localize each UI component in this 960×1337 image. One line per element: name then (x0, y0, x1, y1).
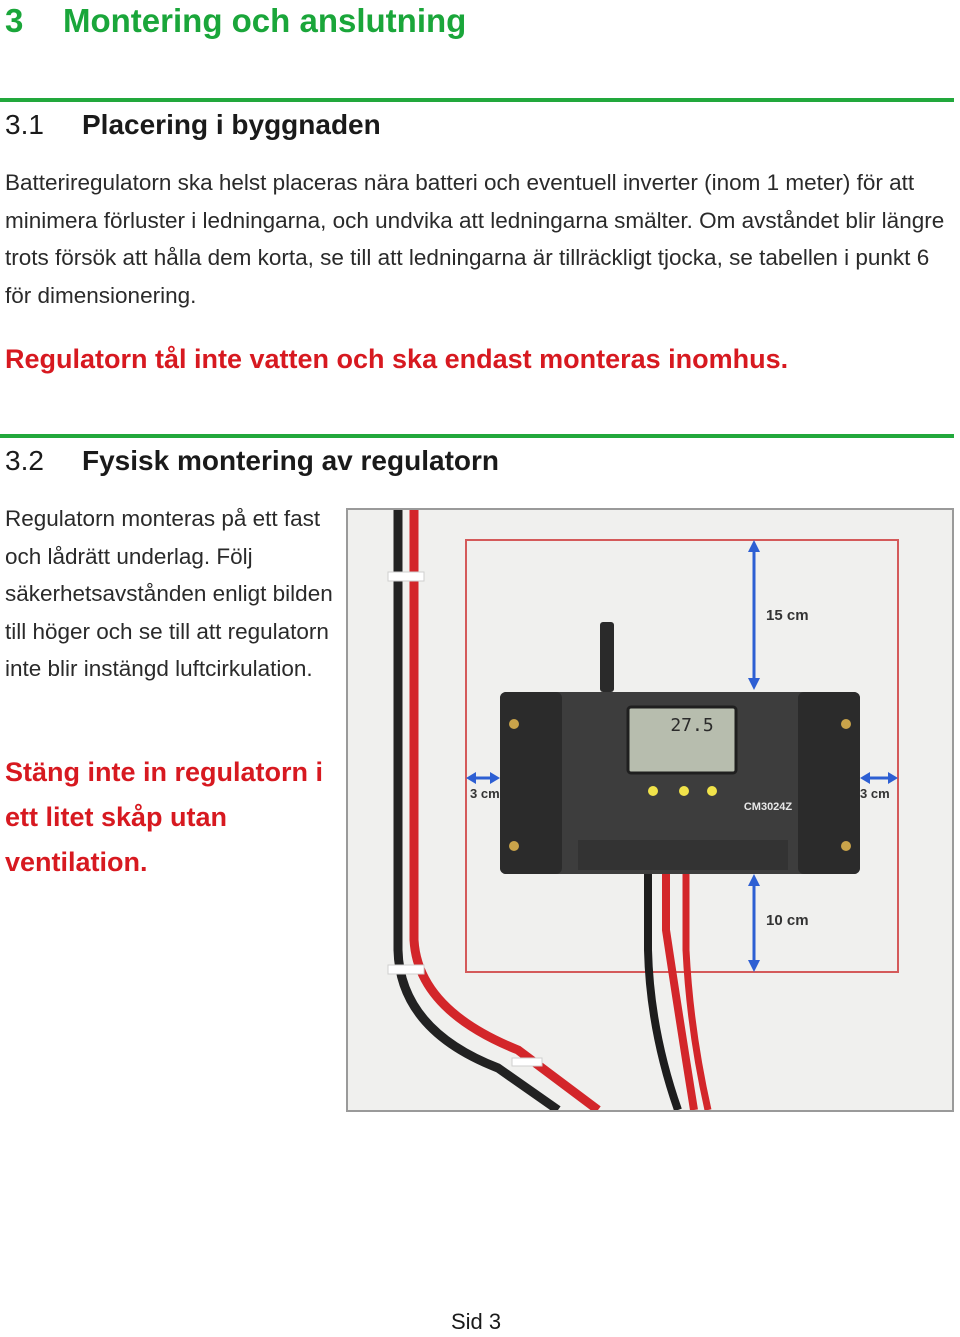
clearance-label-top: 15 cm (766, 607, 809, 624)
section-title: Montering och anslutning (63, 2, 467, 39)
cable-clip-2 (388, 965, 424, 974)
subsection-title: Placering i byggnaden (82, 109, 381, 140)
mounting-screw (841, 719, 851, 729)
placement-paragraph: Batteriregulatorn ska helst placeras nära batteri och eventuell inverter (inom 1 meter) för att minimera förluster i ledningarna, och undvika att ledningarna smälter. Om avståndet blir längre trots försök att hålla dem korta, se till att ledningarna är tillräckligt tjocka, se tabellen i punkt 6 för dimensionering. (5, 170, 945, 308)
terminal-strip (578, 840, 788, 870)
status-led (707, 786, 717, 796)
indoor-warning: Regulatorn tål inte vatten och ska endast monteras inomhus. (5, 344, 789, 374)
mounting-photo (346, 508, 954, 1112)
mounting-screw (841, 841, 851, 851)
mounting-screw (509, 719, 519, 729)
status-led (679, 786, 689, 796)
lcd-readout: 27.5 (670, 715, 714, 736)
subsection-title: Fysisk montering av regulatorn (82, 445, 499, 476)
cable-clip-1 (388, 572, 424, 581)
subsection-number: 3.1 (5, 109, 44, 140)
status-led (648, 786, 658, 796)
section-divider-1 (0, 98, 954, 102)
clearance-label-right: 3 cm (860, 786, 890, 801)
subsection-number: 3.2 (5, 445, 44, 476)
ventilation-warning: Stäng inte in regulatorn i ett litet skåp utan ventilation. (5, 757, 324, 877)
page-number: Sid 3 (451, 1309, 502, 1334)
section-heading (5, 2, 466, 40)
device-model-label: CM3024Z (743, 801, 793, 813)
mounting-illustration (348, 510, 952, 1110)
mounting-paragraph: Regulatorn monteras på ett fast och lådrätt underlag. Följ säkerhetsavstånden enligt bilden till höger och se till att regulatorn inte blir instängd luftcirkulation. (5, 506, 333, 681)
clearance-label-bottom: 10 cm (766, 912, 809, 929)
subsection-heading-3-2 (5, 445, 499, 477)
cable-clip-3 (512, 1058, 542, 1066)
sensor-probe (600, 622, 614, 692)
section-number: 3 (5, 2, 24, 39)
mounting-screw (509, 841, 519, 851)
section-divider-2 (0, 434, 954, 438)
clearance-label-left: 3 cm (470, 786, 500, 801)
subsection-heading-3-1 (5, 109, 381, 141)
